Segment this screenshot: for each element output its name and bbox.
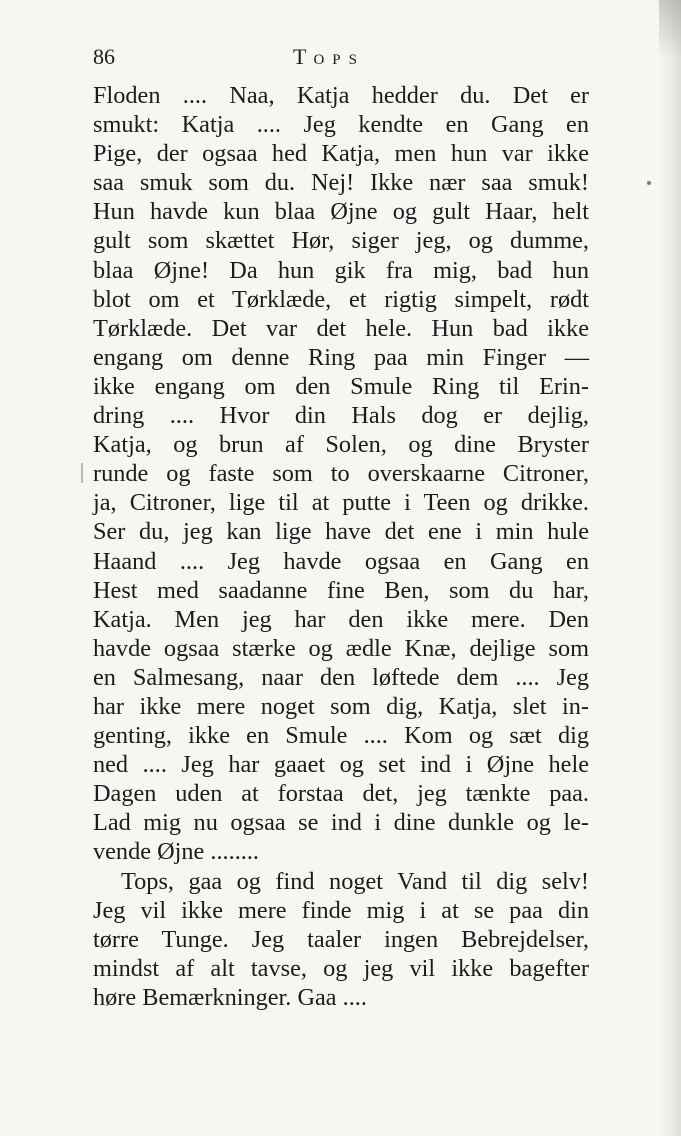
text-line: gult som skættet Hør, siger jeg, og dumme, — [93, 227, 589, 255]
text-line: Hest med saadanne fine Ben, som du har, — [93, 576, 589, 604]
page-number: 86 — [93, 44, 115, 69]
text-line: Haand .... Jeg havde ogsaa en Gang en — [93, 547, 589, 575]
running-title — [293, 40, 365, 77]
page-corner-shadow — [659, 0, 681, 60]
text-line: har ikke mere noget som dig, Katja, slet in- — [93, 692, 589, 720]
text-line: Floden .... Naa, Katja hedder du. Det er — [93, 82, 589, 109]
text-line: Lad mig nu ogsaa se ind i dine dunkle og le- — [93, 809, 589, 837]
text-line: ikke engang om den Smule Ring til Erin- — [93, 372, 589, 400]
text-line: Tørklæde. Det var det hele. Hun bad ikke — [93, 314, 589, 342]
text-line: runde og faste som to overskaarne Citroner, — [93, 460, 589, 488]
text-line: Katja. Men jeg har den ikke mere. Den — [93, 605, 589, 633]
text-line: Katja, og brun af Solen, og dine Bryster — [93, 431, 589, 459]
text-line: høre Bemærkninger. Gaa .... — [93, 983, 367, 1011]
text-line: tørre Tunge. Jeg taaler ingen Bebrejdelser, — [93, 925, 589, 953]
paragraph-first-line: Tops, gaa og find noget Vand til dig selv! — [121, 867, 589, 895]
text-line: ja, Citroner, lige til at putte i Teen og drikke. — [93, 489, 589, 517]
body-text — [93, 81, 589, 1012]
text-line: vende Øjne ........ — [93, 838, 259, 866]
text-line: Ser du, jeg kan lige have det ene i min hule — [93, 518, 589, 546]
text-line: Pige, der ogsaa hed Katja, men hun var ikke — [93, 140, 589, 168]
running-header — [93, 40, 587, 74]
text-line: Hun havde kun blaa Øjne og gult Haar, helt — [93, 198, 589, 226]
text-line: en Salmesang, naar den løftede dem .... Jeg — [93, 663, 589, 691]
text-line: blaa Øjne! Da hun gik fra mig, bad hun — [93, 256, 589, 284]
text-line: Dagen uden at forstaa det, jeg tænkte paa. — [93, 780, 589, 808]
text-line: saa smuk som du. Nej! Ikke nær saa smuk! — [93, 169, 589, 197]
text-line: dring .... Hvor din Hals dog er dejlig, — [93, 402, 589, 430]
margin-speck — [647, 181, 651, 185]
text-line: genting, ikke en Smule .... Kom og sæt dig — [93, 722, 589, 750]
text-line: smukt: Katja .... Jeg kendte en Gang en — [93, 111, 589, 139]
text-line: havde ogsaa stærke og ædle Knæ, dejlige som — [93, 634, 589, 662]
running-title-initial: T — [293, 44, 314, 69]
page-edge-shadow — [659, 0, 681, 1136]
text-line: ned .... Jeg har gaaet og set ind i Øjne hele — [93, 751, 589, 779]
text-line: blot om et Tørklæde, et rigtig simpelt, rødt — [93, 285, 589, 313]
text-line: engang om denne Ring paa min Finger — — [93, 343, 589, 371]
margin-mark — [81, 463, 83, 483]
text-line: mindst af alt tavse, og jeg vil ikke bagefter — [93, 954, 589, 982]
text-line: Jeg vil ikke mere finde mig i at se paa din — [93, 896, 589, 924]
running-title-rest: OPS — [313, 52, 365, 68]
